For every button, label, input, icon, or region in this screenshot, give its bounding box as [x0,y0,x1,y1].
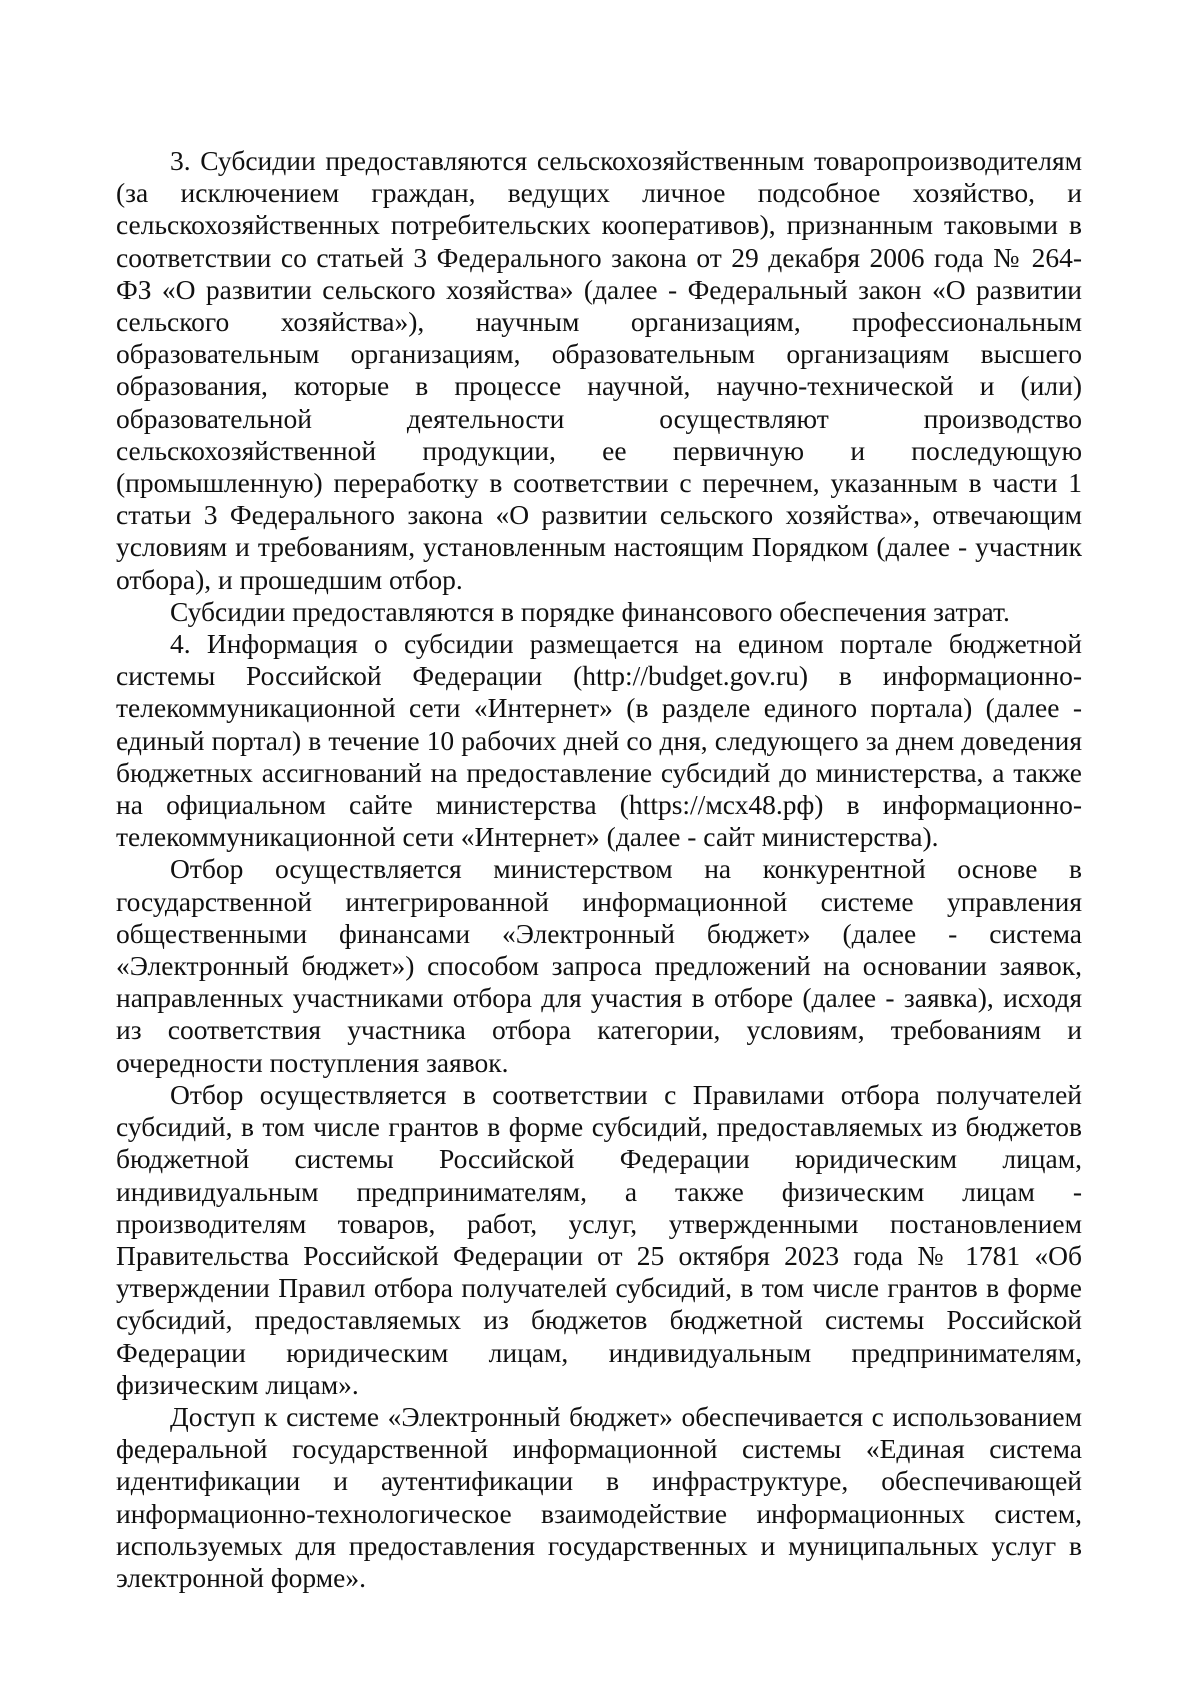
paragraph-3-subsidy-recipients: 3. Субсидии предоставляются сельскохозяйственным товаропроизводителям (за исключением граждан, ведущих личное подсобное хозяйство, и сельскохозяйственных потребительских кооперативов), признанным таковыми в соответствии со статьей 3 Федерального закона от 29 декабря 2006 года № 264-ФЗ «О развитии сельского хозяйства» (далее - Федеральный закон «О развитии сельского хозяйства»), научным организациям, профессиональным образовательным организациям, образовательным организациям высшего образования, которые в процессе научной, научно-технической и (или) образовательной деятельности осуществляют производство сельскохозяйственной продукции, ее первичную и последующую (промышленную) переработку в соответствии с перечнем, указанным в части 1 статьи 3 Федерального закона «О развитии сельского хозяйства», отвечающим условиям и требованиям, установленным настоящим Порядком (далее - участник отбора), и прошедшим отбор. [116,145,1082,595]
paragraph-selection-method: Отбор осуществляется министерством на конкурентной основе в государственной интегрированной информационной системе управления общественными финансами «Электронный бюджет» (далее - система «Электронный бюджет») способом запроса предложений на основании заявок, направленных участниками отбора для участия в отборе (далее - заявка), исходя из соответствия участника отбора категории, условиям, требованиям и очередности поступления заявок. [116,853,1082,1078]
paragraph-selection-rules: Отбор осуществляется в соответствии с Правилами отбора получателей субсидий, в том числе грантов в форме субсидий, предоставляемых из бюджетов бюджетной системы Российской Федерации юридическим лицам, индивидуальным предпринимателям, а также физическим лицам - производителям товаров, работ, услуг, утвержденными постановлением Правительства Российской Федерации от 25 октября 2023 года № 1781 «Об утверждении Правил отбора получателей субсидий, в том числе грантов в форме субсидий, предоставляемых из бюджетов бюджетной системы Российской Федерации юридическим лицам, индивидуальным предпринимателям, физическим лицам». [116,1078,1082,1400]
paragraph-system-access: Доступ к системе «Электронный бюджет» обеспечивается с использованием федеральной государственной информационной системы «Единая система идентификации и аутентификации в инфраструктуре, обеспечивающей информационно-технологическое взаимодействие информационных систем, используемых для предоставления государственных и муниципальных услуг в электронной форме». [116,1400,1082,1593]
paragraph-4-information-placement: 4. Информация о субсидии размещается на едином портале бюджетной системы Российской Федерации (http://budget.gov.ru) в информационно-телекоммуникационной сети «Интернет» (в разделе единого портала) (далее - единый портал) в течение 10 рабочих дней со дня, следующего за днем доведения бюджетных ассигнований на предоставление субсидий до министерства, а также на официальном сайте министерства (https://мсх48.рф) в информационно-телекоммуникационной сети «Интернет» (далее - сайт министерства). [116,628,1082,853]
document-page [116,145,1082,1594]
paragraph-financing-order: Субсидии предоставляются в порядке финансового обеспечения затрат. [170,595,1010,627]
